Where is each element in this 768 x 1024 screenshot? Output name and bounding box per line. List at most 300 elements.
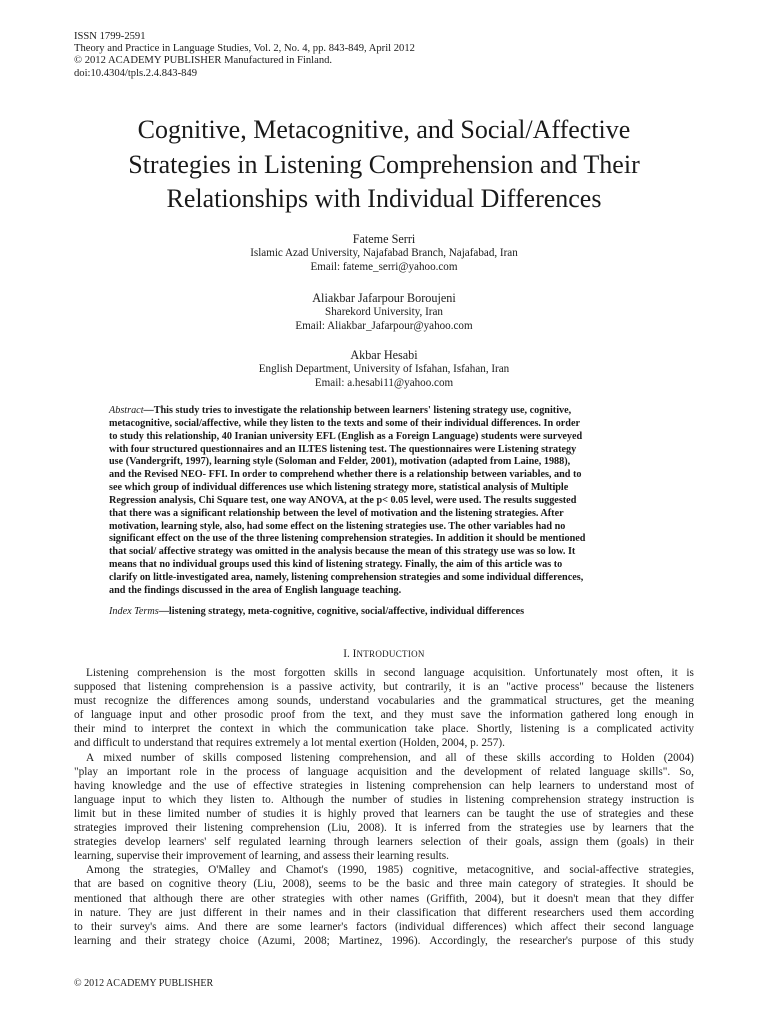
section-initial: I xyxy=(352,648,357,660)
body-word: development xyxy=(463,765,523,778)
body-word: that xyxy=(74,878,91,891)
body-word: text, xyxy=(353,709,374,722)
body-word: Among xyxy=(86,864,120,877)
abstract-line: that social/ affective strategy was omitted in the analysis because the mean of this strategy use was so low. It xyxy=(109,546,576,558)
body-word: the xyxy=(314,723,329,736)
author-affiliation: English Department, University of Isfahan, Isfahan, Iran xyxy=(258,363,510,376)
body-word: assign xyxy=(550,836,579,849)
body-word: in xyxy=(350,779,359,792)
body-word: strategies xyxy=(74,822,117,835)
body-word: be xyxy=(683,878,694,891)
body-word: save xyxy=(460,709,481,722)
body-word: in xyxy=(122,807,132,820)
body-word: use xyxy=(561,807,577,820)
body-word: limit xyxy=(74,807,96,820)
body-word: and xyxy=(419,751,437,764)
body-word: language xyxy=(653,920,694,933)
body-word: of xyxy=(248,850,262,863)
body-word: in xyxy=(449,793,458,806)
body-word: communication xyxy=(336,723,407,736)
body-word: purpose xyxy=(581,934,618,947)
body-word: that xyxy=(463,906,481,919)
abstract-line: means that no individual groups used this kind of listening strategy. Finally, the aim of this article was to xyxy=(109,559,563,571)
body-word: names xyxy=(293,906,323,919)
body-word: aims. xyxy=(164,920,189,933)
body-word: structures, xyxy=(555,695,602,708)
copyright-line: © 2012 ACADEMY PUBLISHER Manufactured in Finland. xyxy=(74,55,333,67)
body-word: strategy xyxy=(587,793,624,806)
abstract-line: and the findings discussed in the area of English language teaching. xyxy=(109,584,402,596)
body-line xyxy=(74,666,694,680)
body-word: learning, xyxy=(74,850,117,863)
body-word: seems xyxy=(318,878,347,891)
body-word: activity xyxy=(660,723,694,736)
body-word: according xyxy=(649,906,694,919)
body-word: extremely xyxy=(255,737,304,750)
body-word: because xyxy=(591,681,628,694)
body-word: comprehension xyxy=(194,681,264,694)
body-word: sounds, xyxy=(276,695,312,708)
body-word: other xyxy=(359,892,383,905)
body-word: language xyxy=(589,765,631,778)
body-word: 1985) xyxy=(376,864,403,877)
body-word: regulated xyxy=(238,836,281,849)
body-word: just xyxy=(179,906,197,919)
body-word: long xyxy=(616,709,637,722)
issn-line: ISSN 1799-2591 xyxy=(74,31,146,42)
body-word: choice xyxy=(219,934,249,947)
body-word: can xyxy=(466,807,483,820)
body-word: Shortly, xyxy=(476,723,513,736)
body-word: listening xyxy=(290,751,330,764)
body-word: which xyxy=(168,793,197,806)
author-name: Akbar Hesabi xyxy=(350,348,418,362)
body-line xyxy=(74,694,694,708)
body-word: different xyxy=(487,906,527,919)
body-word: comprehension xyxy=(250,822,320,835)
body-word: it xyxy=(459,681,466,694)
body-word: which xyxy=(278,723,307,736)
body-word: through xyxy=(333,836,370,849)
abstract-line: to study this relationship, 40 Iranian university EFL (English as a Foreign Language) students were surveyed xyxy=(109,430,583,442)
body-line xyxy=(74,934,694,948)
body-word: O'Malley xyxy=(208,864,251,877)
body-line xyxy=(74,765,694,779)
body-word: mental xyxy=(325,737,360,750)
body-word: (Liu, xyxy=(327,822,350,835)
author-email: Email: fateme_serri@yahoo.com xyxy=(310,261,458,274)
index-terms xyxy=(109,605,661,618)
body-word: place. xyxy=(441,723,469,736)
body-word: (2004) xyxy=(663,751,694,764)
author-affiliation: Sharekord University, Iran xyxy=(325,306,443,319)
body-word: skills xyxy=(333,667,358,679)
body-word: although xyxy=(153,892,193,905)
page-footer: © 2012 ACADEMY PUBLISHER xyxy=(74,978,214,989)
body-word: selection xyxy=(420,836,462,849)
doi-line: doi:10.4304/tpls.2.4.843-849 xyxy=(74,67,198,79)
section-number: I. xyxy=(343,648,353,660)
body-word: that xyxy=(655,822,673,835)
body-word: differences) xyxy=(452,920,507,933)
body-word: listen xyxy=(230,793,255,806)
body-word: strategies xyxy=(299,779,343,792)
body-word: improvement xyxy=(185,850,249,863)
body-word: 2004), xyxy=(474,892,505,905)
body-word: language xyxy=(307,765,349,778)
body-word: of xyxy=(184,751,194,764)
body-word: of xyxy=(469,836,479,849)
body-word: Unfortunately xyxy=(534,667,598,679)
body-text xyxy=(74,666,694,948)
body-word: limited xyxy=(167,807,200,820)
body-word: of xyxy=(465,751,476,764)
index-terms-label: Index Terms xyxy=(109,606,159,617)
body-word: this xyxy=(644,934,661,947)
body-word: (individual xyxy=(394,920,445,933)
body-word: is xyxy=(214,667,223,679)
body-word: to xyxy=(582,779,591,792)
body-word: listeners xyxy=(656,681,694,694)
body-word: difficult xyxy=(93,737,133,750)
body-word: language xyxy=(90,709,132,722)
body-word: 2004, xyxy=(441,737,471,750)
body-word: self xyxy=(214,836,231,849)
body-word: and xyxy=(119,934,137,947)
body-word: knowledge xyxy=(112,779,162,792)
body-word: get xyxy=(610,695,625,708)
body-word: It xyxy=(394,822,402,835)
body-word: "active xyxy=(506,681,538,694)
body-word: comprehension, xyxy=(338,751,411,764)
body-word: role xyxy=(179,765,198,778)
body-line xyxy=(74,821,694,835)
body-word: 2008; xyxy=(304,934,330,947)
body-word: mind xyxy=(102,723,127,736)
body-word: must xyxy=(431,709,454,722)
body-word: are xyxy=(230,892,245,905)
body-word: study xyxy=(669,934,694,947)
body-word: in xyxy=(352,906,362,919)
body-word: effective xyxy=(253,779,293,792)
body-word: researcher's xyxy=(519,934,573,947)
body-word: supposed xyxy=(74,681,117,694)
body-word: are xyxy=(158,906,173,919)
body-word: of xyxy=(236,779,246,792)
body-word: recognize xyxy=(104,695,149,708)
body-word: grammatical xyxy=(490,695,547,708)
body-word: Although xyxy=(280,793,324,806)
body-word: them xyxy=(619,906,643,919)
body-word: strategies, xyxy=(152,864,199,877)
body-word: is xyxy=(271,681,279,694)
body-word: of xyxy=(625,934,636,947)
abstract-line: and the Revised NEO- FFI. In order to comprehend whether there is a relationship between variables, and to xyxy=(109,469,582,481)
body-word: the xyxy=(223,765,238,778)
body-word: (Azumi, xyxy=(257,934,296,947)
body-word: mean xyxy=(585,892,611,905)
body-word: is xyxy=(686,793,694,806)
body-word: comprehension xyxy=(412,779,482,792)
body-word: the xyxy=(332,709,346,722)
body-word: strategy xyxy=(174,934,211,947)
body-word: survey's xyxy=(120,920,157,933)
body-word: goals, xyxy=(515,836,542,849)
body-line xyxy=(74,906,694,920)
body-word: assess xyxy=(322,850,354,863)
body-word: the xyxy=(468,695,482,708)
author-block xyxy=(84,348,684,391)
body-word: gathered xyxy=(570,709,610,722)
body-word: and xyxy=(169,779,186,792)
body-word: an xyxy=(488,681,499,694)
body-word: context xyxy=(219,723,254,736)
body-word: (1990, xyxy=(337,864,367,877)
body-word: composed xyxy=(235,751,282,764)
body-word: the xyxy=(385,878,400,891)
body-word: learning xyxy=(376,850,417,863)
body-word: most xyxy=(253,667,276,679)
body-word: second xyxy=(613,920,645,933)
body-word: (goals) xyxy=(616,836,649,849)
body-word: vocabularies xyxy=(377,695,435,708)
body-word: learner's xyxy=(309,920,348,933)
body-word: their xyxy=(584,920,606,933)
body-word: to xyxy=(134,723,144,736)
body-word: is xyxy=(313,807,322,820)
body-word: instruction xyxy=(630,793,680,806)
body-word: skills". xyxy=(638,765,671,778)
body-word: the xyxy=(129,864,144,877)
body-word: listening xyxy=(465,793,505,806)
body-word: factors xyxy=(355,920,387,933)
body-word: used xyxy=(591,906,613,919)
body-word: which xyxy=(514,920,543,933)
abstract-line: use (Vandergrift, 1997), learning style (Soloman and Felder, 2001), motivation (adapted from Laine, 1988), xyxy=(109,456,571,468)
index-terms-text: —listening strategy, meta-cognitive, cognitive, social/affective, individual differences xyxy=(158,606,525,617)
body-word: They xyxy=(128,906,152,919)
body-word: must xyxy=(74,695,96,708)
body-word: learning xyxy=(288,836,326,849)
body-word: theory xyxy=(217,878,247,891)
body-word: help xyxy=(512,779,532,792)
body-word: these xyxy=(484,751,508,764)
body-word: a xyxy=(286,681,292,694)
body-word: all xyxy=(445,751,457,764)
author-block xyxy=(84,232,684,275)
body-word: understand xyxy=(598,779,648,792)
body-word: enough xyxy=(644,709,678,722)
body-word: And xyxy=(197,920,217,933)
body-word: listening xyxy=(520,723,560,736)
paper-title xyxy=(60,113,708,217)
body-word: language xyxy=(423,667,465,679)
body-word: to xyxy=(603,751,613,764)
abstract-line: significant effect on the use of the three listening comprehension strategies. In addition it should be mentioned xyxy=(109,533,586,545)
body-word: proof xyxy=(270,709,296,722)
body-word: their xyxy=(145,934,166,947)
body-word: their xyxy=(353,850,377,863)
abstract-line: metacognitive, social/affective, while they listen to the texts and some of their individual differences. In order xyxy=(109,417,581,429)
body-word: learners xyxy=(377,836,413,849)
body-word: to. xyxy=(262,793,274,806)
body-word: understand xyxy=(319,695,370,708)
body-word: highly xyxy=(327,807,357,820)
body-word: it xyxy=(671,667,678,679)
abstract-line: that there was a significant relationship between the level of motivation and the listening strategies. After xyxy=(109,507,564,519)
body-word: learners xyxy=(611,822,648,835)
body-word: names xyxy=(390,892,420,905)
body-word: the xyxy=(488,709,503,722)
body-word: by xyxy=(592,822,605,835)
body-word: and xyxy=(436,878,453,891)
body-word: be xyxy=(368,878,380,891)
body-word: their xyxy=(486,836,508,849)
body-word: but xyxy=(101,807,117,820)
body-word: requires xyxy=(215,737,256,750)
body-word: mentioned xyxy=(74,892,122,905)
body-word: metacognitive, xyxy=(467,864,534,877)
body-word: most xyxy=(606,667,629,679)
body-word: most xyxy=(655,779,678,792)
body-word: 1996). xyxy=(391,934,421,947)
body-word: is xyxy=(472,681,481,694)
body-word: differences xyxy=(179,695,230,708)
body-word: the xyxy=(156,695,171,708)
body-word: the xyxy=(197,723,212,736)
body-word: Chamot's xyxy=(285,864,329,877)
body-word: from xyxy=(468,822,491,835)
body-word: complicated xyxy=(596,723,652,736)
body-line xyxy=(74,779,694,793)
body-word: taught xyxy=(506,807,535,820)
body-word: input xyxy=(139,709,163,722)
body-word: they xyxy=(642,892,662,905)
body-word: is xyxy=(567,723,576,736)
body-word: to xyxy=(352,878,362,891)
body-word: learning, xyxy=(261,850,304,863)
body-word: understand xyxy=(143,737,197,750)
body-word: other xyxy=(251,892,275,905)
body-word: cognitive, xyxy=(412,864,458,877)
body-word: important xyxy=(126,765,171,778)
body-word: these xyxy=(138,807,162,820)
body-word: results. xyxy=(416,850,449,863)
body-word: from xyxy=(302,709,325,722)
body-word: proved xyxy=(363,807,395,820)
body-word: forgotten xyxy=(284,667,326,679)
body-line xyxy=(74,920,694,934)
body-line xyxy=(74,736,694,750)
body-word: mixed xyxy=(103,751,132,764)
body-word: and xyxy=(647,807,664,820)
body-word: that xyxy=(617,892,635,905)
body-word: it xyxy=(533,892,540,905)
body-line xyxy=(74,835,694,849)
body-word: (Liu, xyxy=(253,878,276,891)
body-word: and xyxy=(259,864,277,877)
body-word: in xyxy=(656,836,666,849)
body-word: and xyxy=(329,906,346,919)
author-email: Email: a.hesabi11@yahoo.com xyxy=(314,377,454,390)
body-line xyxy=(74,892,694,906)
body-word: related xyxy=(549,765,581,778)
body-word: improved xyxy=(124,822,168,835)
body-word: and xyxy=(415,765,433,778)
body-word: p. xyxy=(470,737,482,750)
body-word: exertion xyxy=(359,737,400,750)
body-word: them xyxy=(586,836,609,849)
body-word: social-affective xyxy=(569,864,639,877)
body-word: comprehension xyxy=(137,667,207,679)
body-word: inferred xyxy=(424,822,461,835)
abstract-line: motivation, learning style, also, had some effect on the listening strategies use. The other variables had no xyxy=(109,520,566,532)
body-word: studies xyxy=(263,807,295,820)
body-word: skills xyxy=(516,751,541,764)
body-word: cognitive xyxy=(168,878,211,891)
body-word: that xyxy=(129,892,147,905)
body-word: should xyxy=(646,878,677,891)
body-word: and xyxy=(169,709,187,722)
body-word: is xyxy=(409,822,417,835)
body-word: use xyxy=(569,822,585,835)
body-word: learners' xyxy=(168,836,207,849)
body-word: their xyxy=(91,920,112,933)
body-word: (Holden, xyxy=(399,737,442,750)
body-word: process xyxy=(246,765,281,778)
body-word: among xyxy=(237,695,269,708)
journal-header xyxy=(74,31,415,80)
body-word: strategies xyxy=(74,836,117,849)
body-word: strategies. xyxy=(580,878,626,891)
body-word: use xyxy=(214,779,230,792)
body-word: their xyxy=(162,850,186,863)
body-word: take xyxy=(414,723,434,736)
body-word: the xyxy=(680,822,694,835)
body-word: acquisition xyxy=(357,765,407,778)
body-word: "play xyxy=(74,765,99,778)
body-line xyxy=(74,807,694,821)
body-word: nature. xyxy=(90,906,122,919)
body-word: learners xyxy=(538,779,575,792)
body-word: skills xyxy=(202,751,227,764)
body-line xyxy=(74,680,694,694)
abstract-line: Regression analysis, Chi Square test, one way ANOVA, at the p< 0.05 level, were used. The results suggested xyxy=(109,494,577,506)
body-word: strategies xyxy=(519,822,563,835)
body-word: their xyxy=(74,723,95,736)
body-word: of xyxy=(684,779,694,792)
body-word: of xyxy=(582,807,593,820)
body-word: a xyxy=(303,737,312,750)
body-word: can xyxy=(488,779,505,792)
body-word: but xyxy=(511,892,526,905)
body-word: Accordingly, xyxy=(429,934,488,947)
body-word: basic xyxy=(406,878,430,891)
body-word: comprehension xyxy=(511,793,581,806)
body-word: are xyxy=(97,878,112,891)
body-word: meaning xyxy=(655,695,694,708)
abstract-line: clarify on little-investigated area, namely, listening comprehension strategies and some individual differences, xyxy=(109,571,584,583)
body-word: other xyxy=(193,709,217,722)
body-word: some xyxy=(277,920,302,933)
body-word: learning xyxy=(74,934,112,947)
body-word: the xyxy=(330,793,345,806)
body-word: in xyxy=(206,765,215,778)
body-word: second xyxy=(383,667,416,679)
section-heading xyxy=(0,647,768,661)
body-word: different xyxy=(203,906,242,919)
body-word: on xyxy=(150,878,163,891)
